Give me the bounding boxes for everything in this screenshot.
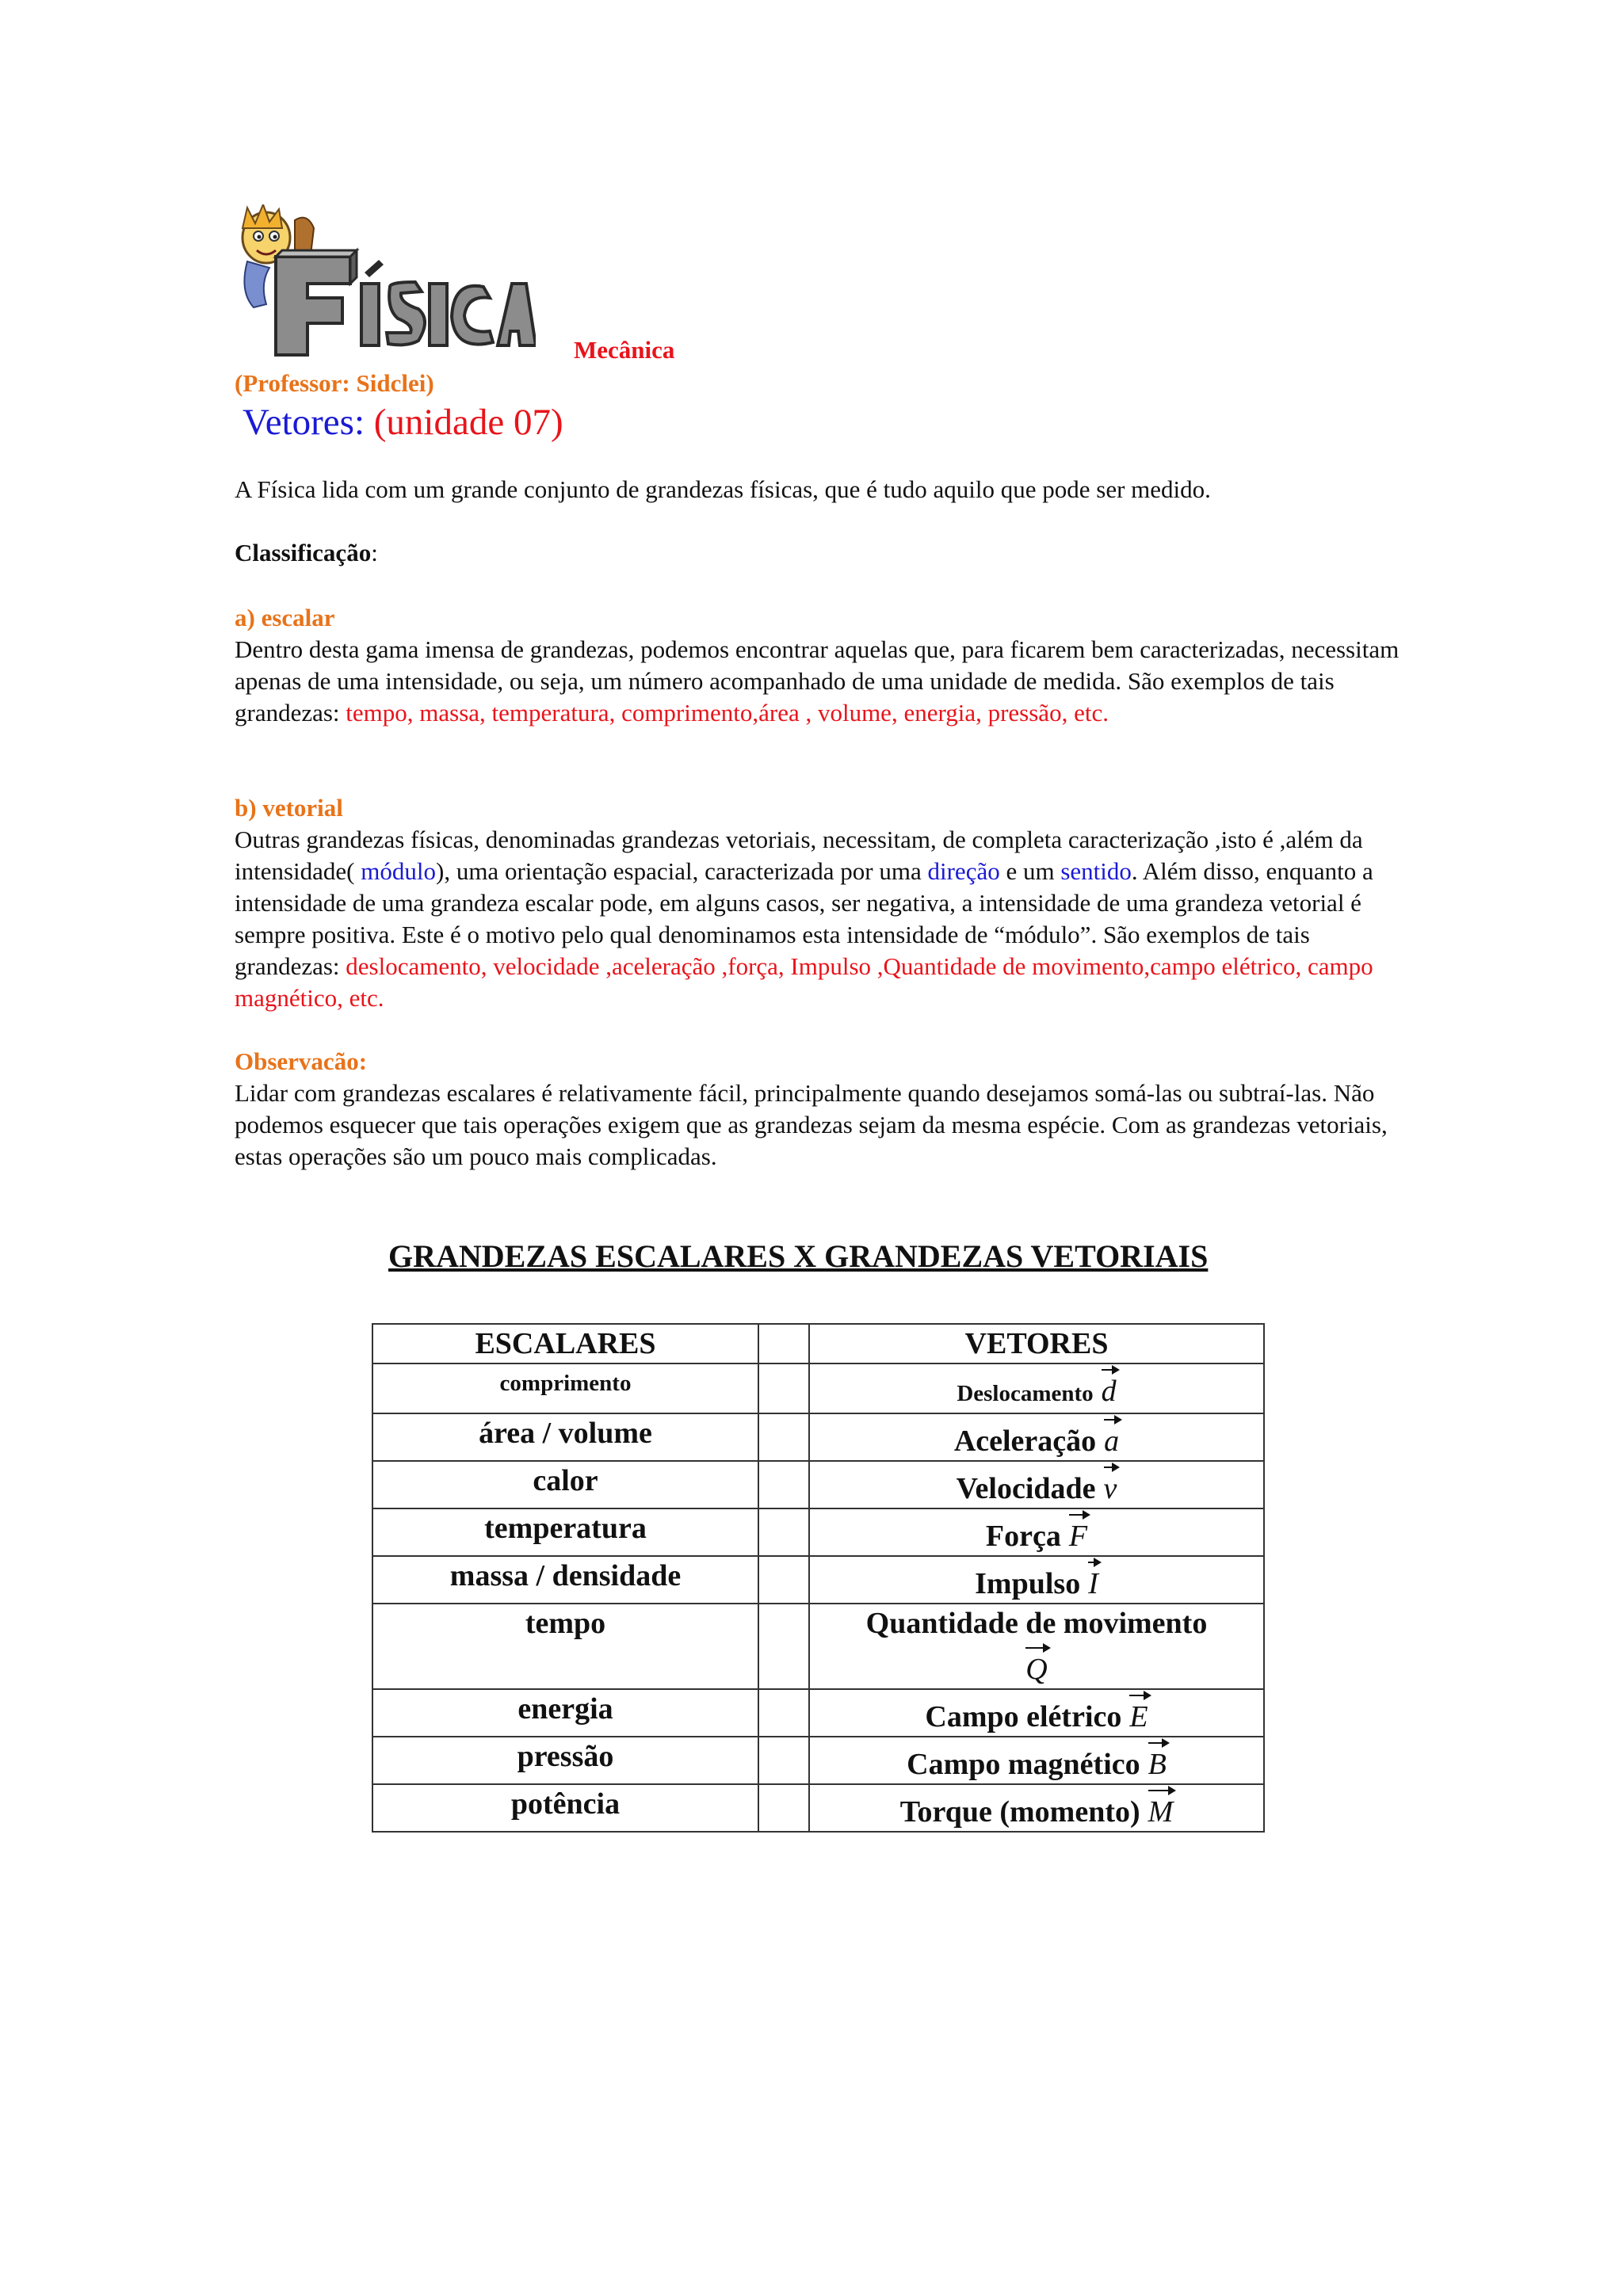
- escalar-text: Dentro desta gama imensa de grandezas, podemos encontrar aquelas que, para ficarem bem caracterizadas, necessitam apenas de uma intensidade, ou seja, um número acompanhado de uma unidade de medida. São exemplos de tais grandezas:: [235, 635, 1400, 727]
- escalar-cell: calor: [372, 1461, 758, 1508]
- vector-symbol: F: [1069, 1509, 1087, 1555]
- vector-symbol: E: [1129, 1690, 1148, 1736]
- title-main: Vetores:: [242, 402, 365, 443]
- classificacao-label: Classificação: [235, 539, 372, 566]
- vetor-cell: [809, 1508, 1264, 1556]
- table-gap-cell: [758, 1556, 809, 1604]
- table-gap-cell: [758, 1324, 809, 1363]
- comparison-table: [372, 1323, 1265, 1833]
- escalar-cell: energia: [372, 1689, 758, 1737]
- title-unit: (unidade 07): [373, 402, 563, 443]
- intro-paragraph: A Física lida com um grande conjunto de grandezas físicas, que é tudo aquilo que pode ser medido.: [235, 475, 1211, 503]
- page-title: [242, 401, 563, 444]
- vetor-cell: [809, 1413, 1264, 1461]
- vetor-cell: [809, 1604, 1264, 1689]
- vetorial-examples: deslocamento, velocidade ,aceleração ,força, Impulso ,Quantidade de movimento,campo elétrico, campo magnético, etc.: [235, 952, 1373, 1012]
- table-gap-cell: [758, 1604, 809, 1689]
- vetor-cell: [809, 1784, 1264, 1832]
- vector-symbol: Q: [1025, 1642, 1047, 1688]
- professor-name: (Professor: Sidclei): [235, 369, 434, 397]
- vector-symbol: a: [1104, 1414, 1119, 1460]
- table-row: [372, 1689, 1264, 1737]
- table-gap-cell: [758, 1363, 809, 1413]
- vector-symbol: d: [1102, 1364, 1117, 1410]
- escalar-cell: temperatura: [372, 1508, 758, 1556]
- table-title: GRANDEZAS ESCALARES X GRANDEZAS VETORIAIS: [388, 1238, 1209, 1274]
- vetor-name: Aceleração: [953, 1425, 1097, 1458]
- escalar-examples: tempo, massa, temperatura, comprimento,área , volume, energia, pressão, etc.: [346, 699, 1109, 727]
- table-row: [372, 1461, 1264, 1508]
- fisica-logo: [231, 204, 536, 358]
- table-row: [372, 1784, 1264, 1832]
- vetorial-text-2: ), uma orientação espacial, caracterizada por uma: [436, 857, 928, 885]
- vetor-cell: [809, 1737, 1264, 1784]
- header-vetores: VETORES: [809, 1324, 1264, 1363]
- classificacao-heading: [235, 537, 1407, 569]
- vector-symbol: B: [1148, 1737, 1167, 1783]
- vector-symbol: v: [1104, 1462, 1117, 1508]
- table-header-row: [372, 1324, 1264, 1363]
- vetorial-sentido: sentido: [1060, 857, 1132, 885]
- vetor-cell: [809, 1363, 1264, 1413]
- vetorial-text-1: Outras grandezas físicas, denominadas grandezas vetoriais, necessitam, de completa caracterização ,isto é ,além da intensidade(: [235, 826, 1363, 885]
- escalar-paragraph: [235, 634, 1407, 729]
- escalar-cell: massa / densidade: [372, 1556, 758, 1604]
- table-gap-cell: [758, 1689, 809, 1737]
- observacao-heading: Observacão:: [235, 1047, 368, 1075]
- vetorial-heading: b) vetorial: [235, 794, 343, 822]
- header-escalares: ESCALARES: [372, 1324, 758, 1363]
- table-row: [372, 1604, 1264, 1689]
- table-gap-cell: [758, 1737, 809, 1784]
- escalar-cell: pressão: [372, 1737, 758, 1784]
- vetor-name: Quantidade de movimento: [865, 1607, 1208, 1640]
- vetorial-text-4: . Além disso, enquanto a intensidade de uma grandeza escalar pode, em alguns casos, ser negativa, a intensidade de uma grandeza vetorial é sempre positiva. Este é o motivo pelo qual denominamos esta intensidade de “módulo”. São exemplos de tais grandezas:: [235, 857, 1373, 980]
- vetorial-modulo: módulo: [361, 857, 436, 885]
- vetorial-paragraph: [235, 824, 1407, 1014]
- classificacao-colon: :: [371, 539, 378, 566]
- vetor-name: Deslocamento: [957, 1381, 1094, 1406]
- table-row: [372, 1413, 1264, 1461]
- vetor-name: Campo magnético: [907, 1748, 1140, 1781]
- table-row: [372, 1363, 1264, 1413]
- vector-symbol: I: [1088, 1557, 1098, 1603]
- vetor-cell: [809, 1556, 1264, 1604]
- vetor-cell: [809, 1689, 1264, 1737]
- escalar-cell: comprimento: [372, 1363, 758, 1413]
- escalar-heading: a) escalar: [235, 604, 335, 631]
- escalar-cell: área / volume: [372, 1413, 758, 1461]
- escalar-cell: tempo: [372, 1604, 758, 1689]
- vetor-name: Força: [985, 1520, 1061, 1553]
- course-name: Mecânica: [574, 336, 675, 364]
- table-row: [372, 1508, 1264, 1556]
- table-gap-cell: [758, 1508, 809, 1556]
- table-row: [372, 1737, 1264, 1784]
- vetor-name: Velocidade: [956, 1472, 1096, 1505]
- vetor-name: Torque (momento): [899, 1795, 1140, 1829]
- escalar-cell: potência: [372, 1784, 758, 1832]
- vetor-name: Impulso: [975, 1567, 1081, 1600]
- vetor-cell: [809, 1461, 1264, 1508]
- vetor-name: Campo elétrico: [925, 1700, 1122, 1733]
- vector-symbol: M: [1148, 1785, 1174, 1831]
- table-row: [372, 1556, 1264, 1604]
- vetorial-text-3: e um: [999, 857, 1061, 885]
- table-gap-cell: [758, 1461, 809, 1508]
- table-gap-cell: [758, 1413, 809, 1461]
- vetorial-direcao: direção: [927, 857, 1000, 885]
- table-gap-cell: [758, 1784, 809, 1832]
- observacao-paragraph: Lidar com grandezas escalares é relativamente fácil, principalmente quando desejamos somá-las ou subtraí-las. Não podemos esquecer que tais operações exigem que as grandezas sejam da mesma espécie. Com as grandezas vetoriais, estas operações são um pouco mais complicadas.: [235, 1079, 1388, 1170]
